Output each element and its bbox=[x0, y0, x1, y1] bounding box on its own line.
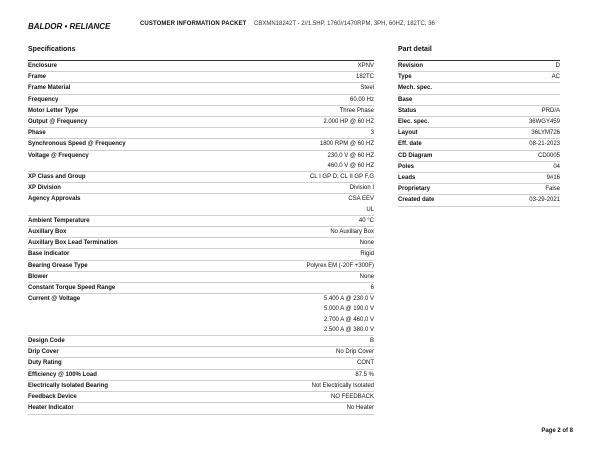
part-value: 08-21-2023 bbox=[478, 139, 560, 150]
spec-label: Drip Cover bbox=[28, 347, 228, 358]
part-label: Base bbox=[398, 94, 478, 105]
spec-label: Frame Material bbox=[28, 83, 228, 94]
spec-row bbox=[28, 304, 374, 314]
spec-label: Output @ Frequency bbox=[28, 117, 228, 128]
part-label: CD Diagram bbox=[398, 150, 478, 161]
spec-label: Electrically Isolated Bearing bbox=[28, 380, 228, 391]
spec-row bbox=[28, 347, 374, 358]
spec-value: No Heater bbox=[228, 403, 374, 414]
spec-label: XP Class and Group bbox=[28, 172, 228, 183]
spec-row bbox=[28, 283, 374, 294]
spec-label: Efficiency @ 100% Load bbox=[28, 369, 228, 380]
spec-value: B bbox=[228, 336, 374, 347]
spec-value: 87.5 % bbox=[228, 369, 374, 380]
spec-value: UL bbox=[228, 205, 374, 216]
spec-value: 230.0 V @ 60 HZ bbox=[327, 152, 374, 159]
spec-value: 40 °C bbox=[228, 215, 374, 226]
page-number: Page 2 of 8 bbox=[541, 428, 573, 434]
spec-row bbox=[28, 294, 374, 305]
spec-value: CONT bbox=[228, 358, 374, 369]
spec-row bbox=[28, 172, 374, 183]
part-row bbox=[398, 72, 560, 83]
spec-value: 60.00 Hz bbox=[228, 94, 374, 105]
spec-row bbox=[28, 61, 374, 72]
spec-label: XP Division bbox=[28, 183, 228, 194]
part-row bbox=[398, 83, 560, 94]
spec-label bbox=[28, 205, 228, 216]
spec-row bbox=[28, 403, 374, 414]
spec-label: Duty Rating bbox=[28, 358, 228, 369]
spec-value: 2.500 A @ 380.0 V bbox=[228, 325, 374, 336]
part-row bbox=[398, 139, 560, 150]
part-label: Created date bbox=[398, 195, 478, 206]
spec-label bbox=[28, 304, 228, 314]
spec-row bbox=[28, 271, 374, 282]
spec-row bbox=[28, 128, 374, 139]
spec-value: Not Electrically Isolated bbox=[228, 380, 374, 391]
spec-value: 2.700 A @ 460.0 V bbox=[323, 316, 374, 323]
part-row bbox=[398, 195, 560, 206]
spec-value: Steel bbox=[228, 83, 374, 94]
part-row bbox=[398, 117, 560, 128]
spec-row bbox=[28, 183, 374, 194]
spec-label: Phase bbox=[28, 128, 228, 139]
spec-label: Blower bbox=[28, 271, 228, 282]
part-row bbox=[398, 161, 560, 172]
part-row bbox=[398, 184, 560, 195]
part-label: Status bbox=[398, 105, 478, 116]
spec-row bbox=[28, 117, 374, 128]
part-row bbox=[398, 105, 560, 116]
spec-row bbox=[28, 238, 374, 249]
spec-value: Three Phase bbox=[228, 105, 374, 116]
part-value: 36WGY459 bbox=[478, 117, 560, 128]
spec-value: Polyrex EM (-20F +300F) bbox=[228, 260, 374, 271]
spec-value: 5.400 A @ 230.0 V bbox=[323, 296, 374, 303]
part-value: 36LYM726 bbox=[478, 128, 560, 139]
spec-label: Synchronous Speed @ Frequency bbox=[28, 139, 228, 150]
spec-row bbox=[28, 139, 374, 150]
spec-row bbox=[28, 358, 374, 369]
spec-label: Design Code bbox=[28, 336, 228, 347]
spec-value: 182TC bbox=[228, 72, 374, 83]
spec-row bbox=[28, 72, 374, 83]
part-detail-title: Part detail bbox=[398, 46, 432, 53]
part-row bbox=[398, 150, 560, 161]
part-label: Revision bbox=[398, 61, 478, 72]
spec-value: Rigid bbox=[228, 249, 374, 260]
spec-row bbox=[28, 336, 374, 347]
document-title: CUSTOMER INFORMATION PACKET bbox=[140, 21, 247, 27]
spec-label: Agency Approvals bbox=[28, 196, 81, 203]
spec-row bbox=[28, 83, 374, 94]
spec-value: None bbox=[228, 271, 374, 282]
part-value: 03-29-2021 bbox=[478, 195, 560, 206]
part-value: PRD/A bbox=[478, 105, 560, 116]
spec-row bbox=[28, 161, 374, 172]
part-value bbox=[478, 83, 560, 94]
spec-row bbox=[28, 249, 374, 260]
spec-label: Voltage @ Frequency bbox=[28, 152, 89, 159]
part-label: Type bbox=[398, 72, 478, 83]
spec-value: No Auxillary Box bbox=[228, 227, 374, 238]
part-value bbox=[478, 94, 560, 105]
spec-label bbox=[28, 161, 228, 172]
part-row bbox=[398, 128, 560, 139]
spec-row bbox=[28, 380, 374, 391]
spec-label: Constant Torque Speed Range bbox=[28, 283, 228, 294]
part-row bbox=[398, 173, 560, 184]
spec-value: CL I GP D; CL II GP F,G bbox=[228, 172, 374, 183]
part-row bbox=[398, 94, 560, 105]
spec-label: Base Indicator bbox=[28, 249, 228, 260]
spec-row bbox=[28, 150, 374, 161]
spec-label: Ambient Temperature bbox=[28, 215, 228, 226]
spec-row bbox=[28, 227, 374, 238]
spec-row bbox=[28, 105, 374, 116]
part-value: False bbox=[478, 184, 560, 195]
spec-row bbox=[28, 205, 374, 216]
spec-label: Auxillary Box Lead Termination bbox=[28, 238, 228, 249]
spec-value: Division I bbox=[228, 183, 374, 194]
spec-label: Auxillary Box bbox=[28, 227, 228, 238]
spec-label bbox=[28, 325, 228, 336]
baldor-reliance-logo bbox=[28, 20, 126, 32]
part-row bbox=[398, 61, 560, 72]
spec-value: 3 bbox=[228, 128, 374, 139]
spec-value: 5.000 A @ 190.0 V bbox=[323, 306, 374, 313]
part-value: 04 bbox=[478, 161, 560, 172]
part-label: Elec. spec. bbox=[398, 117, 478, 128]
part-label: Poles bbox=[398, 161, 478, 172]
part-label: Mech. spec. bbox=[398, 83, 478, 94]
spec-row bbox=[28, 325, 374, 336]
spec-row bbox=[28, 392, 374, 403]
part-value: CD0005 bbox=[478, 150, 560, 161]
svg-text:BALDOR • RELIANCE: BALDOR • RELIANCE bbox=[28, 22, 111, 31]
spec-row bbox=[28, 369, 374, 380]
spec-label: Heater Indicator bbox=[28, 403, 228, 414]
spec-value: None bbox=[228, 238, 374, 249]
spec-label: Feedback Device bbox=[28, 392, 228, 403]
part-value: D bbox=[478, 61, 560, 72]
spec-value: 6 bbox=[228, 283, 374, 294]
part-label: Leads bbox=[398, 173, 478, 184]
spec-value: 460.0 V @ 60 HZ bbox=[228, 161, 374, 172]
part-label: Proprietary bbox=[398, 184, 478, 195]
document-subtitle: CBXMN18242T - 2//1.5HP, 1760//1470RPM, 3PH, 60HZ, 182TC, 36 bbox=[254, 21, 435, 27]
spec-value: CSA EEV bbox=[348, 196, 374, 203]
spec-row bbox=[28, 194, 374, 205]
part-label: Layout bbox=[398, 128, 478, 139]
spec-label: Frequency bbox=[28, 94, 228, 105]
part-detail-table bbox=[398, 60, 560, 207]
spec-label: Frame bbox=[28, 72, 228, 83]
part-value: 9#16 bbox=[478, 173, 560, 184]
spec-row bbox=[28, 94, 374, 105]
part-label: Eff. date bbox=[398, 139, 478, 150]
spec-label: Current @ Voltage bbox=[28, 296, 81, 303]
spec-value: XPNV bbox=[228, 61, 374, 72]
spec-row bbox=[28, 315, 374, 325]
spec-row bbox=[28, 260, 374, 271]
spec-row bbox=[28, 215, 374, 226]
spec-label: Bearing Grease Type bbox=[28, 260, 228, 271]
spec-value: No Drip Cover bbox=[228, 347, 374, 358]
spec-value: 2.000 HP @ 60 HZ bbox=[228, 117, 374, 128]
spec-value: NO FEEDBACK bbox=[228, 392, 374, 403]
spec-label: Enclosure bbox=[28, 61, 228, 72]
spec-label: Motor Letter Type bbox=[28, 105, 228, 116]
part-value: AC bbox=[478, 72, 560, 83]
spec-label bbox=[28, 315, 228, 325]
spec-value: 1800 RPM @ 60 HZ bbox=[228, 139, 374, 150]
specifications-table bbox=[28, 60, 374, 415]
specifications-title: Specifications bbox=[28, 46, 76, 53]
